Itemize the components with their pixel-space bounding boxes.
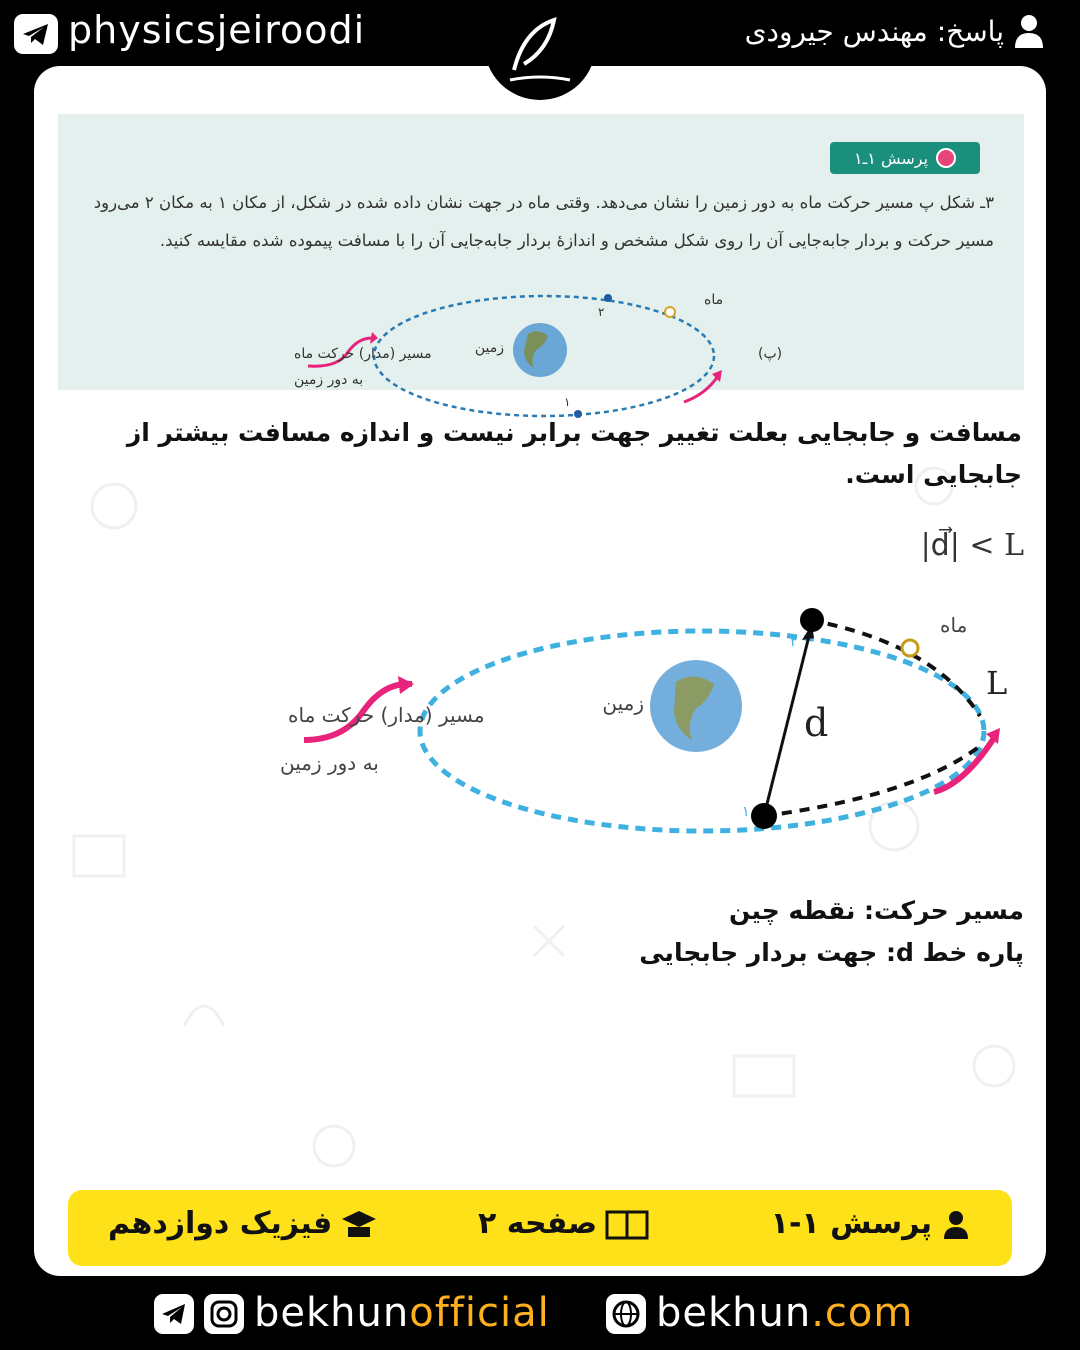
social-handle-accent: official (409, 1290, 550, 1336)
website-main: bekhun (656, 1290, 812, 1336)
footer-subject (108, 1206, 378, 1241)
globe-icon[interactable] (606, 1294, 646, 1334)
small-point-1-label: ۱ (564, 395, 571, 409)
L-label: L (986, 664, 1008, 702)
moon (902, 640, 918, 656)
instagram-icon[interactable] (204, 1294, 244, 1334)
footer-subject-text: فیزیک دوازدهم (108, 1206, 333, 1241)
small-moon-label: ماه (704, 292, 724, 308)
badge-text: پرسش ۱ـ۱ (853, 148, 929, 168)
small-earth-label: زمین (474, 340, 504, 356)
traversed-path-bottom (764, 746, 980, 816)
orbit-label-line1: مسیر (مدار) حرکت ماه (288, 703, 485, 727)
answer-credit-text: پاسخ: مهندس جیرودی (744, 14, 1004, 48)
bekhun-logo (484, 0, 596, 100)
footer-question-text: پرسش ۱-۱ (770, 1206, 932, 1241)
question-text: ۳ـ شکل پ مسیر حرکت ماه به دور زمین را نشان می‌دهد. وقتی ماه در جهت نشان داده شده در شکل، از مکان ۱ به مکان ۲ می‌رود مسیر حرکت و بردار جابه‌جایی آن را روی شکل مشخص و اندازهٔ بردار جابه‌جایی آن را با مسافت پیموده شده مقایسه کنید. (93, 193, 994, 250)
teacher-icon (940, 1209, 972, 1239)
answer-text: مسافت و جابجایی بعلت تغییر جهت برابر نیست و اندازه مسافت بیشتر از جابجایی است. (126, 418, 1022, 489)
d-label: d (804, 701, 829, 745)
website-accent: .com (811, 1290, 914, 1336)
bottom-bar (0, 1278, 1080, 1350)
telegram-icon[interactable] (14, 14, 58, 54)
orbit-arrow-left-head (398, 676, 414, 694)
content-card (34, 66, 1046, 1276)
person-icon (1014, 14, 1044, 48)
social-handle[interactable] (254, 1290, 550, 1336)
legend-segment: پاره خط d: جهت بردار جابجایی (639, 938, 1024, 967)
social-handle-main: bekhun (254, 1290, 410, 1336)
small-point-2 (604, 294, 612, 302)
moon-label: ماه (940, 613, 968, 637)
orbit-diagram (34, 586, 1046, 886)
small-moon (665, 307, 675, 317)
formula-left: |d⃗| (920, 528, 960, 563)
point-1-label: ۱ (742, 804, 750, 820)
point-1 (751, 803, 777, 829)
textbook-excerpt (58, 114, 1024, 409)
footer-page (478, 1206, 649, 1241)
answer-credit (745, 14, 1044, 48)
textbook-orbit-figure (58, 114, 1024, 409)
footer-bar (68, 1190, 1012, 1266)
legend-path: مسیر حرکت: نقطه چین (729, 896, 1024, 925)
small-orbit-label-2: به دور زمین (294, 372, 364, 388)
point-2 (800, 608, 824, 632)
earth-label: زمین (602, 691, 644, 715)
channel-handle[interactable]: physicsjeiroodi (68, 8, 366, 52)
graduation-cap-icon (340, 1209, 378, 1239)
formula-right: < L (969, 528, 1024, 563)
small-earth (513, 323, 567, 377)
book-icon (605, 1208, 649, 1240)
orbit-label-line2: به دور زمین (280, 751, 379, 775)
footer-page-text: صفحه ۲ (478, 1206, 598, 1241)
formula (921, 528, 1024, 563)
website-link[interactable] (656, 1290, 913, 1336)
small-fig-label: (پ) (758, 346, 783, 362)
small-orbit-label-1: مسیر (مدار) حرکت ماه (294, 346, 432, 362)
point-2-label: ۲ (790, 634, 798, 650)
small-point-2-label: ۲ (598, 305, 605, 319)
footer-question (771, 1206, 972, 1241)
telegram-icon[interactable] (154, 1294, 194, 1334)
